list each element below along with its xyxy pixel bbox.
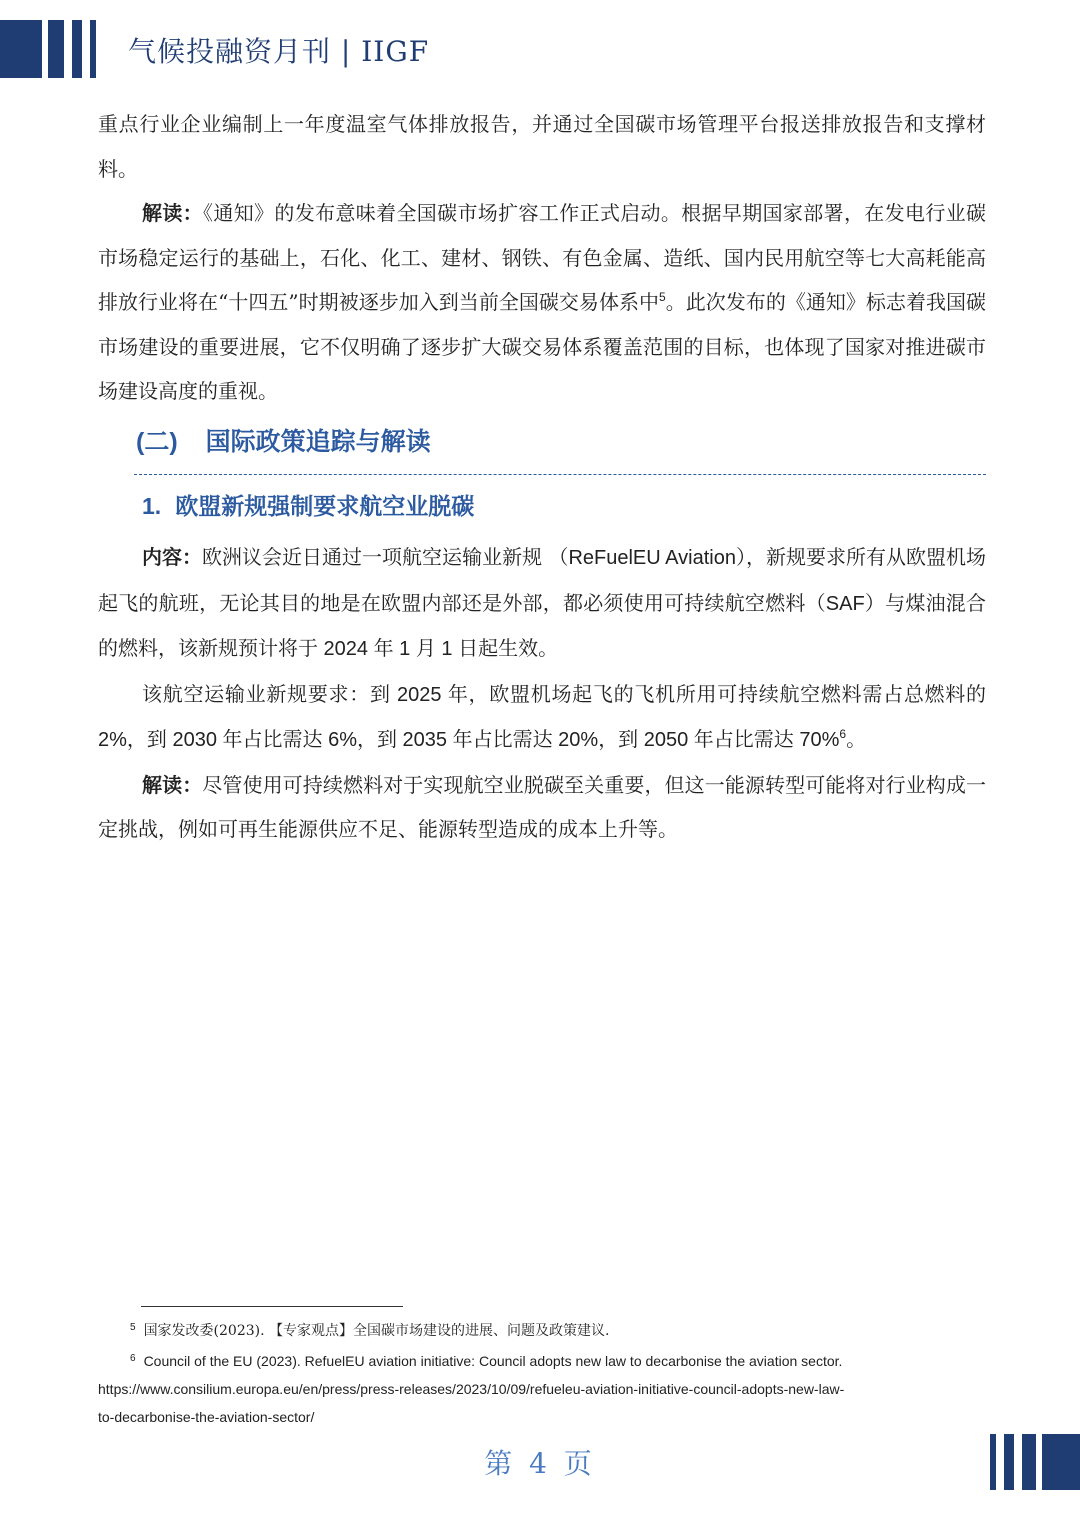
interpretation-label-2: 解读： xyxy=(142,772,203,797)
p3-c: ）与煤油混合的燃料，该新规预计将于 xyxy=(98,590,987,660)
paragraph-1-text: 重点行业企业编制上一年度温室气体排放报告，并通过全国碳市场管理平台报送排放报告和支撑材料。 xyxy=(98,112,986,181)
section-divider xyxy=(134,474,986,475)
interpretation-label: 解读： xyxy=(142,201,204,225)
subsection-number: 1. xyxy=(142,493,162,519)
p4-c: ，到 xyxy=(126,727,167,751)
footer-bar-wide xyxy=(1042,1434,1080,1490)
p3-f: 日起生效。 xyxy=(458,636,559,660)
p3-day: 1 xyxy=(435,638,459,660)
footnote-6-url-line-2[interactable]: to-decarbonise-the-aviation-sector/ xyxy=(98,1409,315,1425)
body-content xyxy=(98,102,986,414)
footnote-5 xyxy=(98,1314,986,1345)
header-bar-1 xyxy=(48,20,64,78)
p4-value-6: 6% xyxy=(322,729,357,751)
content-label: 内容： xyxy=(142,545,203,569)
p4-b: 年，欧盟机场起飞的飞机所用可持续航空燃料需占总燃料的 xyxy=(447,681,987,706)
footnote-5-number: 5 xyxy=(130,1322,136,1333)
p4-value-20: 20% xyxy=(552,729,599,751)
p3-a: 欧洲议会近日通过一项航空运输业新规 （ xyxy=(202,545,569,569)
subsection-title: 欧盟新规强制要求航空业脱碳 xyxy=(175,493,475,520)
p3-saf: SAF xyxy=(825,592,865,615)
p4-value-2: 2% xyxy=(98,729,127,751)
p3-regulation-name: ReFuelEU Aviation xyxy=(568,547,736,569)
footer-bar-2 xyxy=(1004,1434,1014,1490)
section-number: (二) xyxy=(136,428,178,456)
footer-bar-3 xyxy=(1022,1434,1036,1490)
page-number: 第 4 页 xyxy=(484,1447,596,1480)
p4-d: 年占比需达 xyxy=(222,727,323,751)
paragraph-2-text-b: 。此次发布的《通知》标志着我国碳市场建设的重要进展，它不仅明确了逐步扩大碳交易体系覆盖范围的目标，也体现了国家对推进碳市场建设高度的重视。 xyxy=(98,290,987,403)
header-title: 气候投融资月刊 | IIGF xyxy=(128,35,430,68)
p4-year-2035: 2035 xyxy=(396,729,453,751)
p4-g: ，到 xyxy=(598,727,639,751)
p5-text: 尽管使用可持续燃料对于实现航空业脱碳至关重要，但这一能源转型可能将对行业构成一定挑战，例如可再生能源供应不足、能源转型造成的成本上升等。 xyxy=(98,772,987,841)
p4-year-2030: 2030 xyxy=(166,729,223,751)
p3-month: 1 xyxy=(393,638,416,660)
footnote-6-text: Council of the EU (2023). RefuelEU aviation initiative: Council adopts new law to decarbonise the aviation sector. xyxy=(143,1353,843,1369)
footnote-6-number: 6 xyxy=(130,1353,136,1364)
p4-year-2025: 2025 xyxy=(390,683,448,706)
subsection-heading xyxy=(142,488,474,521)
p3-b: ），新规要求所有从欧盟机场起飞的航班，无论其目的地是在欧盟内部还是外部，都必须使用可持续航空燃料（ xyxy=(98,545,987,615)
p4-a: 该航空运输业新规要求：到 xyxy=(142,681,391,706)
paragraph-5 xyxy=(98,763,986,852)
p3-d: 年 xyxy=(373,636,394,660)
footnote-separator xyxy=(141,1306,403,1307)
footnote-6-url-line-1[interactable]: https://www.consilium.europa.eu/en/press/press-releases/2023/10/09/refueleu-aviation-initiative-council-adopts-new-law- xyxy=(98,1381,845,1397)
subsection-content xyxy=(98,535,986,852)
p3-year: 2024 xyxy=(318,638,374,660)
paragraph-4 xyxy=(98,672,986,763)
footnote-6-line-1 xyxy=(98,1345,986,1375)
paragraph-1 xyxy=(98,102,986,191)
p4-h: 年占比需达 xyxy=(693,727,794,751)
footer-bar-1 xyxy=(990,1434,996,1490)
header-bar-wide xyxy=(0,20,42,78)
footnote-ref-5[interactable]: 5 xyxy=(659,290,666,304)
paragraph-2 xyxy=(98,191,986,414)
footnote-ref-6[interactable]: 6 xyxy=(839,727,847,741)
section-heading xyxy=(136,422,431,458)
p3-e: 月 xyxy=(415,636,436,660)
header-bar-2 xyxy=(72,20,82,78)
p4-e: ，到 xyxy=(356,727,397,751)
p4-value-70: 70% xyxy=(793,729,840,751)
p4-i: 。 xyxy=(846,727,867,751)
footnote-6 xyxy=(98,1345,986,1431)
footnote-5-text: 国家发改委(2023). 【专家观点】全国碳市场建设的进展、问题及政策建议. xyxy=(143,1323,610,1339)
header-bar-3 xyxy=(90,20,96,78)
p4-f: 年占比需达 xyxy=(452,727,553,751)
section-title: 国际政策追踪与解读 xyxy=(205,427,431,456)
paragraph-2-text-a: 《通知》的发布意味着全国碳市场扩容工作正式启动。根据早期国家部署，在发电行业碳市场稳定运行的基础上，石化、化工、建材、钢铁、有色金属、造纸、国内民用航空等七大高耗能高排放行业将在“十四五”时期被逐步加入到当前全国碳交易体系中 xyxy=(98,201,987,314)
paragraph-3 xyxy=(98,535,986,672)
p4-year-2050: 2050 xyxy=(638,729,694,751)
